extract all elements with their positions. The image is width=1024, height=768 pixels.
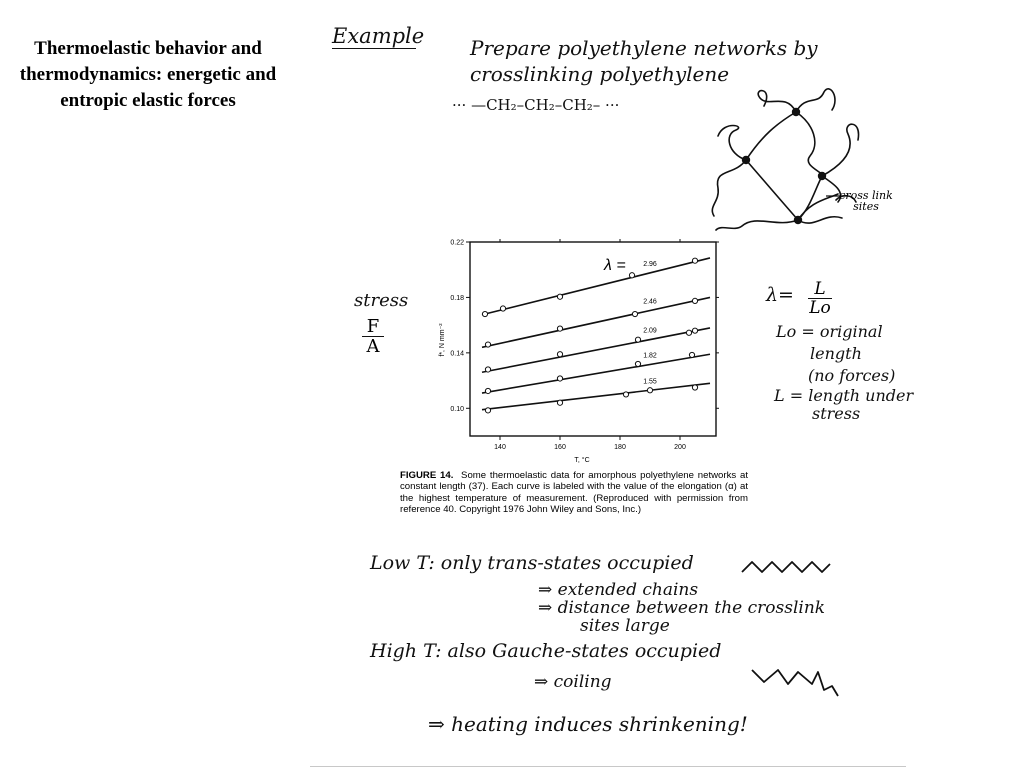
chart-data-point xyxy=(692,328,697,333)
chart-series-label: 1.82 xyxy=(643,352,657,360)
chart-data-point xyxy=(557,326,562,331)
chart-x-tick-label: 140 xyxy=(494,444,506,451)
chart-series-label: 1.55 xyxy=(643,378,657,386)
lambda-numerator: L xyxy=(808,280,832,299)
distance-note: ⇒ distance between the crosslink xyxy=(538,598,826,618)
chart-data-point xyxy=(557,294,562,299)
chart-x-tick-label: 180 xyxy=(614,444,626,451)
example-heading: Example xyxy=(332,24,425,48)
chart-data-point xyxy=(557,352,562,357)
chart-data-point xyxy=(635,337,640,342)
chart-x-tick-label: 200 xyxy=(674,444,686,451)
stress-denominator: A xyxy=(366,336,380,357)
chart-x-tick-label: 160 xyxy=(554,444,566,451)
example-underline xyxy=(332,48,416,49)
chart-data-point xyxy=(557,376,562,381)
chart-data-point xyxy=(686,330,691,335)
chart-data-point xyxy=(485,408,490,413)
l-definition-line2: stress xyxy=(812,404,861,423)
chart-y-tick-label: 0.10 xyxy=(450,405,464,413)
lo-definition-line1: Lo = original xyxy=(776,322,883,341)
stress-fraction xyxy=(362,318,384,357)
crosslink-sites-label: cross link sites xyxy=(839,189,893,213)
chart-series-line xyxy=(482,258,710,315)
chart-data-point xyxy=(632,311,637,316)
chart-series-line xyxy=(482,297,710,347)
stress-label: stress xyxy=(354,290,409,311)
chart-data-point xyxy=(482,311,487,316)
lo-definition-line3: (no forces) xyxy=(808,366,896,385)
thermoelastic-chart xyxy=(430,236,726,468)
chart-data-point xyxy=(485,342,490,347)
prepare-note-line1: Prepare polyethylene networks by xyxy=(470,36,818,60)
coiling-note: ⇒ coiling xyxy=(534,672,612,692)
sites-large-note: sites large xyxy=(580,616,670,636)
polyethylene-chain-formula: ··· —CH₂–CH₂–CH₂– ··· xyxy=(452,96,620,114)
figure-caption-label: FIGURE 14. xyxy=(400,470,454,481)
zigzag-chain-sketch xyxy=(740,556,834,578)
prepare-note-line2: crosslinking polyethylene xyxy=(470,62,730,86)
chart-series-label: 2.09 xyxy=(643,327,657,335)
lambda-definition: λ= xyxy=(766,284,794,306)
chart-data-point xyxy=(485,367,490,372)
slide-title: Thermoelastic behavior and thermodynamics: energetic and entropic elastic forces xyxy=(19,38,277,111)
chart-data-point xyxy=(692,298,697,303)
chart-data-point xyxy=(689,352,694,357)
extended-chains-note: ⇒ extended chains xyxy=(538,580,699,600)
high-temperature-note: High T: also Gauche-states occupied xyxy=(370,640,722,662)
chart-y-tick-label: 0.14 xyxy=(450,350,464,358)
chart-y-axis-label: f*, N mm⁻² xyxy=(439,323,446,357)
chart-series-label: 2.46 xyxy=(643,298,657,306)
chart-data-point xyxy=(692,258,697,263)
chart-series-line xyxy=(482,328,710,372)
figure-caption xyxy=(400,470,748,516)
chart-y-tick-label: 0.18 xyxy=(450,294,464,302)
chart-data-point xyxy=(635,361,640,366)
chart-data-point xyxy=(692,385,697,390)
lambda-denominator: Lo xyxy=(809,298,831,318)
lambda-fraction xyxy=(808,280,832,317)
l-definition-line1: L = length under xyxy=(774,386,914,405)
figure-caption-text: Some thermoelastic data for amorphous polyethylene networks at constant length (37). Each curve is labeled with the value of the elongation (α) at the highest temperature of measurement. (Reproduced with permission from reference 40. Copyright 1976 John Wiley and Sons, Inc.) xyxy=(400,470,748,516)
coiled-chain-sketch xyxy=(748,660,844,704)
chart-data-point xyxy=(629,273,634,278)
chart-y-tick-label: 0.22 xyxy=(450,239,464,247)
heating-shrinkening-note: ⇒ heating induces shrinkening! xyxy=(428,712,748,736)
chart-data-point xyxy=(647,388,652,393)
chart-data-point xyxy=(557,400,562,405)
chart-x-axis-label: T, °C xyxy=(574,457,590,464)
lo-definition-line2: length xyxy=(810,344,862,363)
footer-divider xyxy=(310,766,906,767)
chart-series-label: 2.96 xyxy=(643,260,657,268)
chart-data-point xyxy=(623,392,628,397)
chart-data-point xyxy=(500,306,505,311)
low-temperature-note: Low T: only trans-states occupied xyxy=(370,552,694,574)
chart-data-point xyxy=(485,388,490,393)
chart-lambda-prefix: λ = xyxy=(604,257,626,274)
stress-numerator: F xyxy=(362,318,384,337)
